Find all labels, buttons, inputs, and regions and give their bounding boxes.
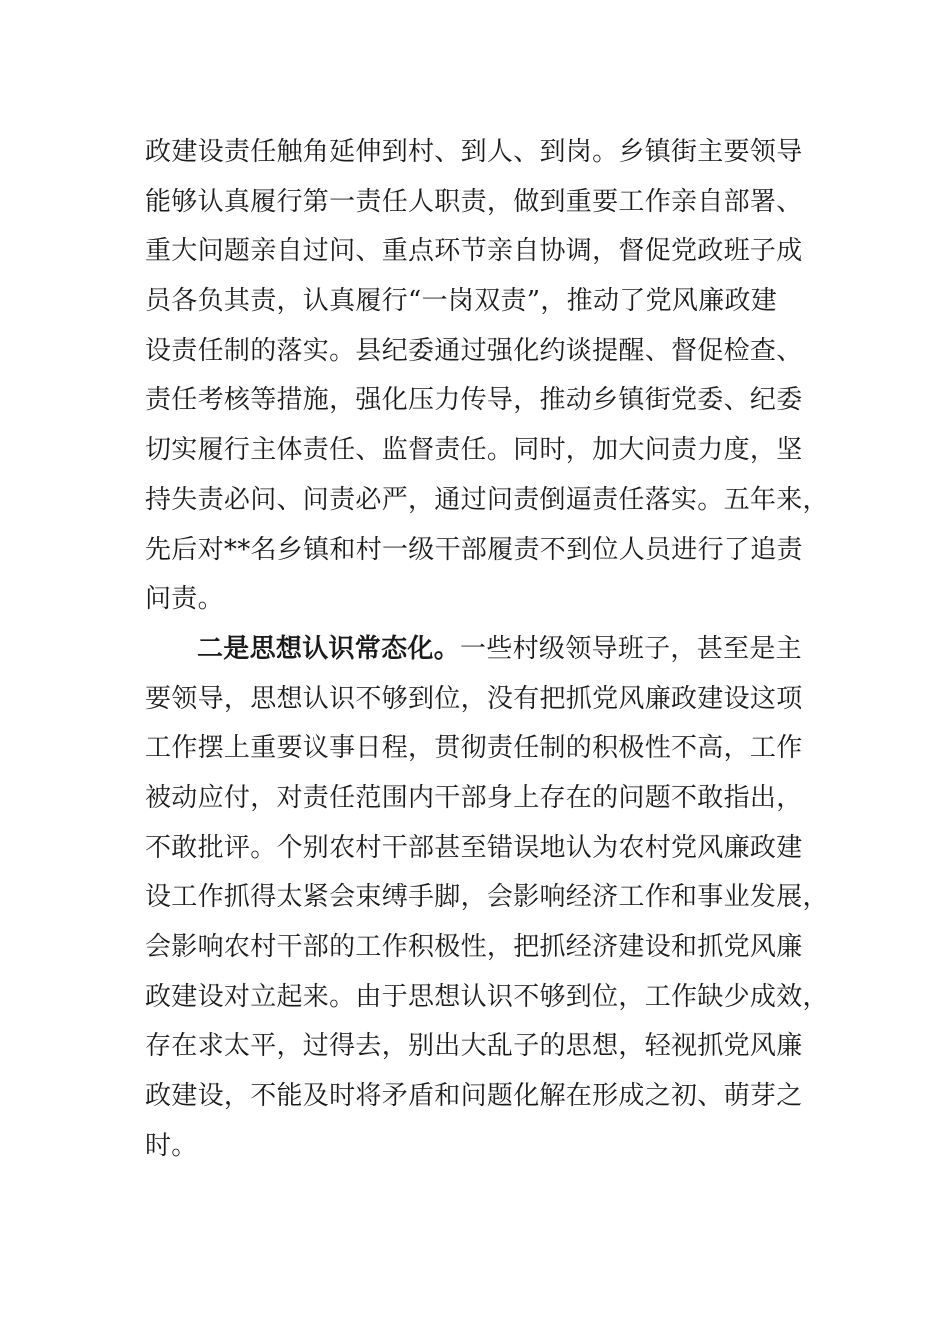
text-line: 政建设，不能及时将矛盾和问题化解在形成之初、萌芽之: [145, 1081, 803, 1112]
text-line: 不敢批评。个别农村干部甚至错误地认为农村党风廉政建: [145, 832, 803, 863]
heading-line-rest: 一些村级领导班子，甚至是主: [460, 633, 802, 664]
text-line: 先后对**名乡镇和村一级干部履责不到位人员进行了追责: [145, 534, 803, 565]
text-line: 被动应付，对责任范围内干部身上存在的问题不敢指出，: [145, 782, 803, 813]
text-line: 时。: [145, 1130, 198, 1161]
text-line: 会影响农村干部的工作积极性，把抓经济建设和抓党风廉: [145, 932, 803, 962]
text-line: 工作摆上重要议事日程，贯彻责任制的积极性不高，工作: [145, 733, 803, 764]
text-line: 责任考核等措施，强化压力传导，推动乡镇街党委、纪委: [145, 385, 803, 416]
text-line: [145, 625, 805, 675]
paragraph-responsibility: [145, 128, 829, 625]
text-line: 政建设对立起来。由于思想认识不够到位，工作缺少成效，: [145, 981, 829, 1012]
text-line: 问责。: [145, 584, 224, 615]
text-line: 切实履行主体责任、监督责任。同时，加大问责力度，坚: [145, 435, 803, 466]
text-line: 重大问题亲自过问、重点环节亲自协调，督促党政班子成: [145, 236, 803, 267]
text-line: 设责任制的落实。县纪委通过强化约谈提醒、督促检查、: [145, 335, 803, 366]
text-line: 能够认真履行第一责任人职责，做到重要工作亲自部署、: [145, 186, 803, 217]
text-line: 设工作抓得太紧会束缚手脚，会影响经济工作和事业发展，: [145, 882, 829, 913]
text-line: 持失责必问、问责必严，通过问责倒逼责任落实。五年来，: [145, 484, 829, 515]
text-line: 存在求太平，过得去，别出大乱子的思想，轻视抓党风廉: [145, 1031, 803, 1062]
text-line: 政建设责任触角延伸到村、到人、到岗。乡镇街主要领导: [145, 137, 803, 167]
text-line: 员各负其责，认真履行“一岗双责”，推动了党风廉政建: [145, 286, 778, 317]
text-line: 要领导，思想认识不够到位，没有把抓党风廉政建设这项: [145, 683, 803, 714]
section-heading: 二是思想认识常态化。: [197, 633, 461, 664]
body-text: [145, 128, 829, 1171]
paragraph-ideological-awareness: [145, 625, 829, 1172]
